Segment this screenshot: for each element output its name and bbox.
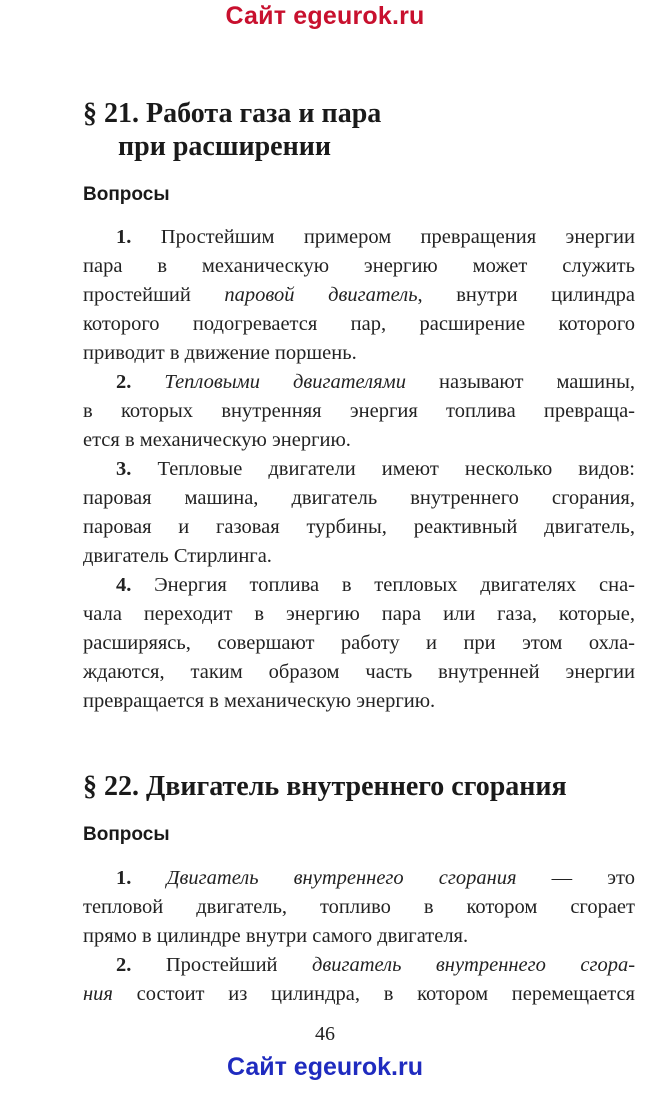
answer-number: 1. (116, 867, 132, 889)
term-italic: Двигатель внутреннего сгорания (166, 867, 517, 889)
answer-text: простейший (83, 284, 225, 306)
answer-text: , внутри цилиндра (417, 284, 635, 306)
answer-1-line: приводит в движение поршень. (83, 342, 357, 364)
answer-3-line (83, 455, 635, 484)
answer-number: 3. (116, 458, 132, 480)
answer-text: Простейшим примером превращения энергии (160, 226, 636, 248)
answer-4-line (83, 571, 635, 600)
section-22-title: § 22. Двигатель внутреннего сгорания (83, 771, 567, 802)
answer-1-line: которого подогревается пар, расширение которого (83, 313, 635, 335)
answer-number: 1. (116, 226, 132, 248)
section-21-title-line2: при расширении (118, 131, 332, 162)
answer-2-line: ется в механическую энергию. (83, 429, 351, 451)
section-21-title (83, 97, 381, 163)
answer-3-line: паровая и газовая турбины, реактивный двигатель, (83, 516, 635, 538)
answer-1-line: прямо в цилиндре внутри самого двигателя. (83, 925, 469, 947)
answer-2-line (83, 368, 635, 397)
answer-4-line: расширяясь, совершают работу и при этом охла- (83, 632, 635, 654)
section-21-answers (83, 223, 635, 716)
answer-2-line: в которых внутренняя энергия топлива превраща- (83, 400, 635, 422)
term-italic: Тепловыми двигателями (164, 371, 406, 393)
section-21-subheading: Вопросы (83, 184, 170, 205)
answer-1-line (83, 223, 635, 252)
site-watermark-top: Сайт egeurok.ru (225, 2, 425, 30)
term-italic: паровой двигатель (224, 284, 418, 306)
section-22-answers (83, 864, 635, 1009)
answer-4-line: превращается в механическую энергию. (83, 690, 436, 712)
answer-number: 2. (116, 371, 132, 393)
answer-number: 2. (116, 954, 132, 976)
answer-text: Простейший (165, 954, 312, 976)
section-22-subheading: Вопросы (83, 824, 170, 845)
answer-text: называют машины, (405, 371, 636, 393)
answer-1-line (83, 864, 635, 893)
answer-text: состоит из цилиндра, в котором перемещается (112, 983, 635, 1005)
answer-number: 4. (116, 574, 132, 596)
answer-2-line (83, 980, 635, 1009)
site-watermark-bottom: Сайт egeurok.ru (226, 1053, 424, 1081)
answer-3-line: двигатель Стирлинга. (83, 545, 272, 567)
section-21-title-line1: § 21. Работа газа и пара (83, 98, 382, 129)
answer-3-line: паровая машина, двигатель внутреннего сгорания, (83, 487, 635, 509)
term-italic: ния (83, 983, 113, 1005)
answer-4-line: ждаются, таким образом часть внутренней энергии (83, 661, 635, 683)
term-italic: двигатель внутреннего сгора- (311, 954, 636, 976)
answer-1-line: пара в механическую энергию может служить (83, 255, 635, 277)
answer-text: — это (516, 867, 635, 889)
answer-text: Тепловые двигатели имеют несколько видов: (157, 458, 635, 480)
answer-1-line (83, 281, 635, 310)
answer-4-line: чала переходит в энергию пара или газа, которые, (83, 603, 635, 625)
answer-1-line: тепловой двигатель, топливо в котором сгорает (83, 896, 635, 918)
answer-text: Энергия топлива в тепловых двигателях сна- (154, 574, 635, 596)
answer-2-line (83, 951, 635, 980)
page-number: 46 (315, 1023, 335, 1045)
